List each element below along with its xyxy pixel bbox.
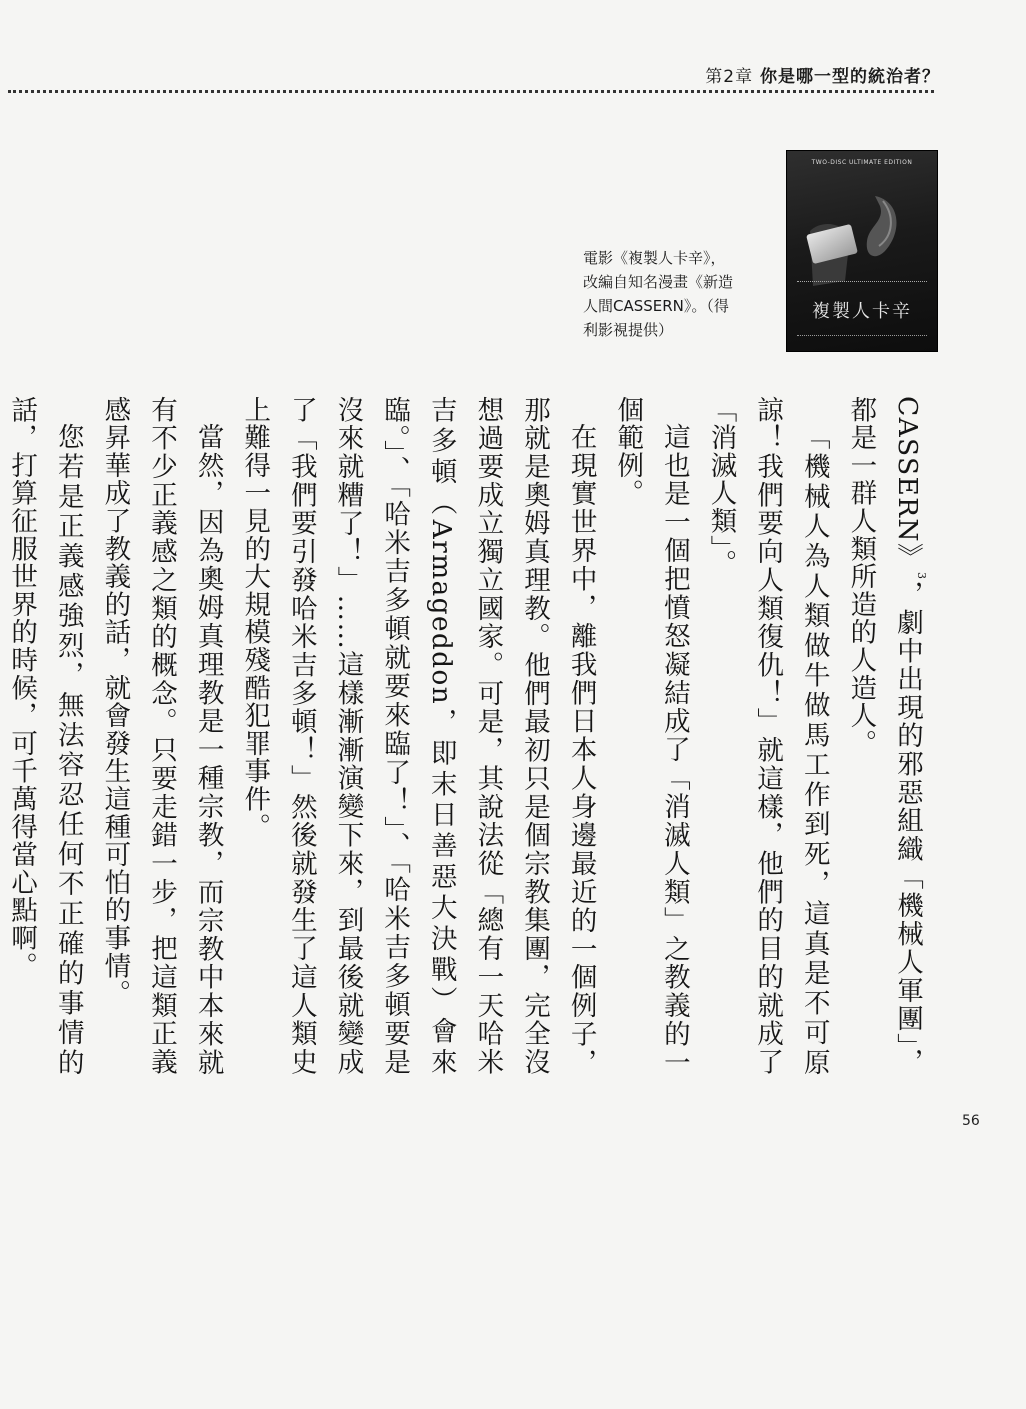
dvd-cover-top-text: TWO-DISC ULTIMATE EDITION xyxy=(811,159,913,166)
footnote-ref: 3 xyxy=(915,571,928,580)
caption-line: 利影視提供） xyxy=(583,321,674,339)
chapter-label: 第2章 xyxy=(705,67,754,87)
caption-line: 電影《複製人卡辛》， xyxy=(583,249,726,267)
page-number: 56 xyxy=(962,1113,980,1129)
paragraph: 這也是一個把憤怒凝結成了「消滅人類」之教義的一個範例。 xyxy=(612,396,690,1076)
paragraph: 當然，因為奧姆真理教是一種宗教，而宗教中本來就有不少正義感之類的概念。只要走錯一步，把這類正義感昇華成了教義的話，就會發生這種可怕的事情。 xyxy=(99,396,224,1076)
paragraph xyxy=(837,396,930,1076)
caption-line: 改編自知名漫畫《新造 xyxy=(583,273,734,291)
paragraph-lead: CASSERN》 xyxy=(892,396,923,572)
dvd-cover-title: 複製人卡辛 xyxy=(812,301,912,322)
paragraph: 「機械人為人類做牛做馬工作到死，這真是不可原諒！我們要向人類復仇！」就這樣，他們的目的就成了「消滅人類」。 xyxy=(705,396,830,1076)
header-dotted-rule xyxy=(8,90,934,93)
caption-line: 人間CASSERN》。（得 xyxy=(583,297,729,315)
dvd-cover-bottom-text xyxy=(797,335,927,339)
dvd-cover-image xyxy=(786,150,938,352)
figure-caption xyxy=(583,246,783,342)
chapter-title: 你是哪一型的統治者？ xyxy=(760,67,940,87)
dvd-cover-credits xyxy=(797,281,927,286)
body-text xyxy=(6,396,930,1077)
running-head xyxy=(705,62,940,87)
paragraph: 在現實世界中，離我們日本人身邊最近的一個例子，那就是奧姆真理教。他們最初只是個宗教集團，完全沒想過要成立獨立國家。可是，其說法從「總有一天哈米吉多頓（Armageddon，即末日善惡大決戰）會來臨。」、「哈米吉多頓就要來臨了！」、「哈米吉多頓要是沒來就糟了！」……這樣漸漸演變下來，到最後就變成了「我們要引發哈米吉多頓！」然後就發生了這人類史上難得一見的大規模殘酷犯罪事件。 xyxy=(239,396,597,1076)
paragraph-text: ，劇中出現的邪惡組織「機械人軍團」，都是一群人類所造的人造人。 xyxy=(845,396,923,1077)
paragraph: 您若是正義感強烈，無法容忍任何不正確的事情的話，打算征服世界的時候，可千萬得當心點啊。 xyxy=(6,396,84,1076)
